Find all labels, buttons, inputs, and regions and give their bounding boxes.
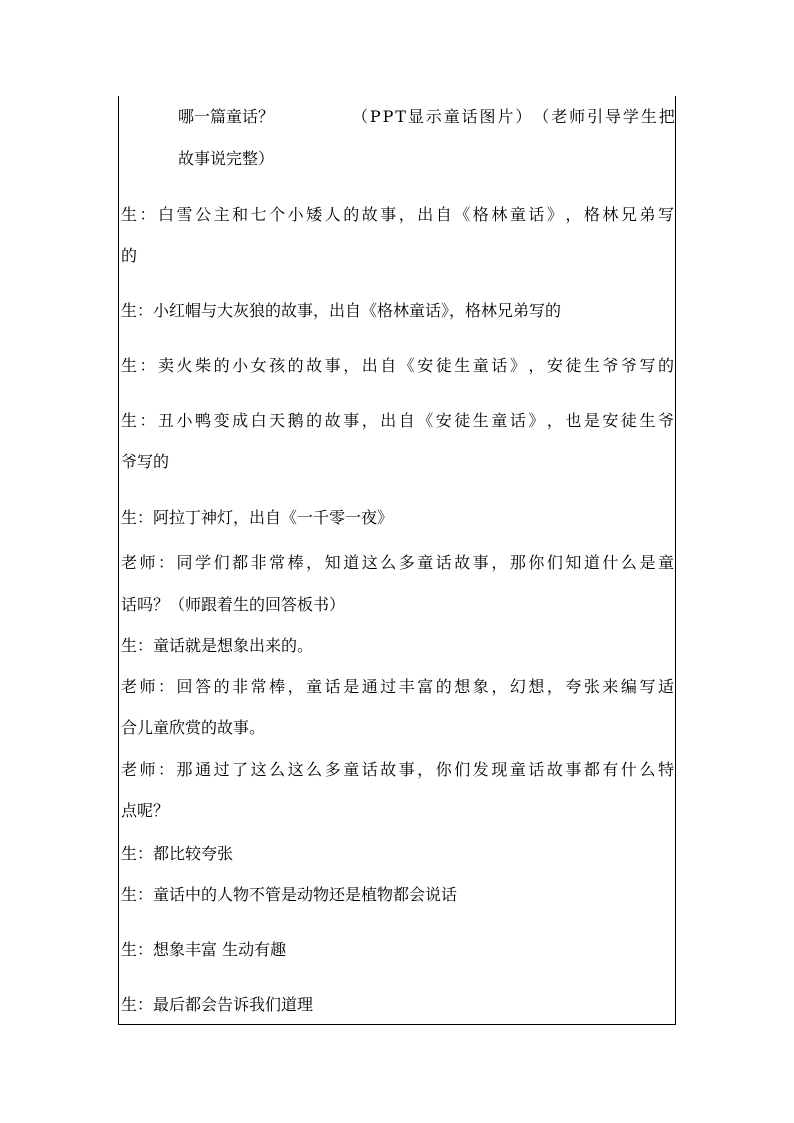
text-line-match-girl: 生 ： 卖 火 柴 的 小 女 孩 的 故 事 ， 出 自 《 安 徒 生 童 话 》 ， 安 徒 生 爷 爷 写 的 xyxy=(121,356,674,375)
text-line-characters-talk: 生：童话中的人物不管是动物还是植物都会说话 xyxy=(121,885,458,904)
text-line-teacher-features: 老 师 ： 那 通 过 了 这 么 这 么 多 童 话 故 事 ， 你 们 发 现 童 话 故 事 都 有 什 么 特 xyxy=(121,760,674,779)
text-line-red-riding-hood: 生：小红帽与大灰狼的故事，出自《格林童话》，格林兄弟写的 xyxy=(121,301,562,320)
text-line-ugly-duckling: 生 ： 丑 小 鸭 变 成 白 天 鹅 的 故 事 ， 出 自 《 安 徒 生 童 话 》 ， 也 是 安 徒 生 爷 xyxy=(121,411,674,430)
text-line-imagination: 生：童话就是想象出来的。 xyxy=(121,636,314,655)
text-line-teacher-praise-cont: 话吗？（师跟着生的回答板书） xyxy=(121,595,346,614)
text-line-exaggerated: 生：都比较夸张 xyxy=(121,844,234,863)
text-line-teacher-definition: 老 师 ： 回 答 的 非 常 棒 ， 童 话 是 通 过 丰 富 的 想 象 ， 幻 想 ， 夸 张 来 编 写 适 xyxy=(121,677,674,696)
text-line-teacher-praise: 老 师 ： 同 学 们 都 非 常 棒 ， 知 道 这 么 多 童 话 故 事 ， 那 你 们 知 道 什 么 是 童 xyxy=(121,553,674,572)
text-line-teacher-definition-cont: 合儿童欣赏的故事。 xyxy=(121,718,266,737)
text-line-rich-imagination: 生：想象丰富 生动有趣 xyxy=(121,940,287,959)
text-line-story-complete: 故事说完整） xyxy=(178,149,275,168)
text-line-moral: 生：最后都会告诉我们道理 xyxy=(121,995,314,1014)
text-line-question: 哪一篇童话？ xyxy=(178,107,275,126)
text-line-snow-white-cont: 的 xyxy=(121,246,138,265)
text-line-ppt-note: （ P P T 显 示 童 话 图 片 ） （ 老 师 引 导 学 生 把 xyxy=(352,107,675,126)
text-line-aladdin: 生：阿拉丁神灯，出自《一千零一夜》 xyxy=(121,508,394,527)
text-line-ugly-duckling-cont: 爷写的 xyxy=(121,452,170,471)
text-line-teacher-features-cont: 点呢？ xyxy=(121,801,170,820)
text-line-snow-white: 生 ： 白 雪 公 主 和 七 个 小 矮 人 的 故 事 ， 出 自 《 格 林 童 话 》 ， 格 林 兄 弟 写 xyxy=(121,205,674,224)
